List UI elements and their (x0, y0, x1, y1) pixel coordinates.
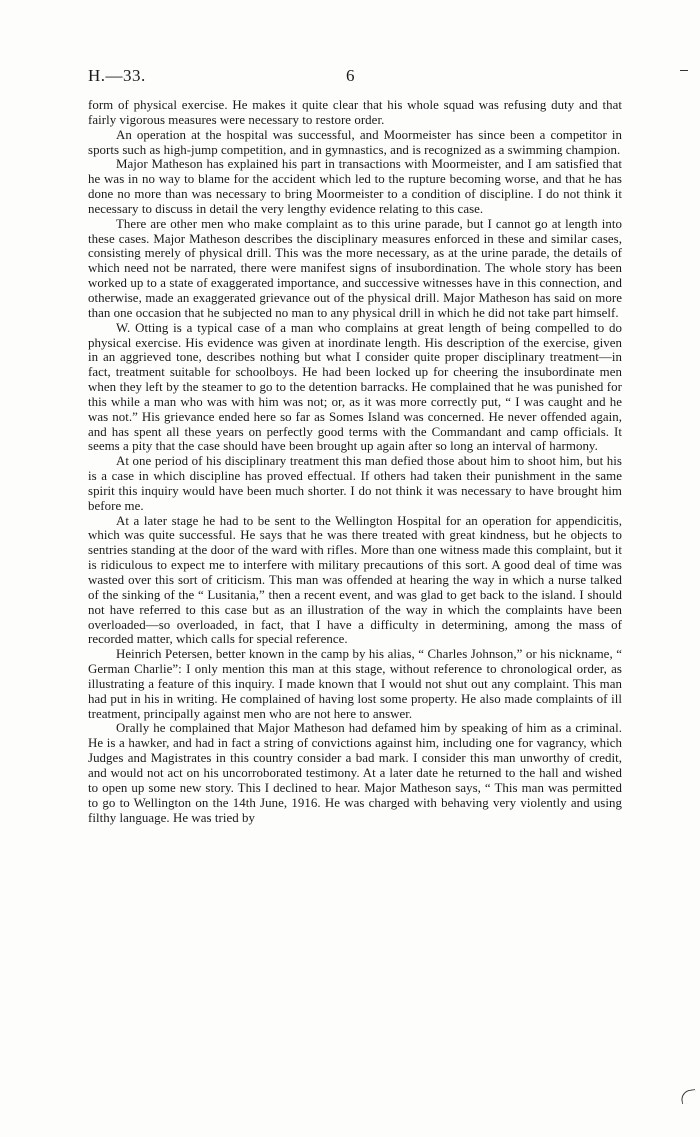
paragraph: Major Matheson has explained his part in transactions with Moormeister, and I am satisfied that he was in no way to blame for the accident which led to the rupture becoming worse, and that he has done no more than was necessary to bring Moormeister to a condition of discipline. I do not think it necessary to discuss in detail the very lengthy evidence relating to this case. (88, 157, 622, 216)
margin-mark (680, 70, 688, 71)
paragraph: An operation at the hospital was successful, and Moormeister has since been a competitor in sports such as high-jump competition, and in gymnastics, and is recognized as a swimming champion. (88, 127, 622, 157)
corner-scan-mark (680, 1089, 697, 1104)
paragraph: form of physical exercise. He makes it quite clear that his whole squad was refusing duty and that fairly vigorous measures were necessary to restore order. (88, 98, 622, 127)
page-header (88, 66, 618, 88)
paragraph: At one period of his disciplinary treatment this man defied those about him to shoot him, but his is a case in which discipline has proved effectual. If others had taken their punishment in the same spirit this inquiry would have been much shorter. I do not think it was necessary to have brought him before me. (88, 454, 622, 513)
document-reference: H.—33. (88, 66, 146, 85)
page-number: 6 (346, 66, 355, 85)
paragraph: At a later stage he had to be sent to the Wellington Hospital for an operation for appendicitis, which was quite successful. He says that he was there treated with great kindness, but he objects to sentries standing at the door of the ward with rifles. More than one witness made this complaint, but it is ridiculous to expect me to interfere with military precautions of this sort. A good deal of time was wasted over this sort of criticism. This man was offended at hearing the way in which a nurse talked of the sinking of the “ Lusitania,” then a recent event, and was glad to get back to the island. I should not have referred to this case but as an illustration of the way in which the complaints have been overloaded—so overloaded, in fact, that I have a difficulty in determining, among the mass of recorded matter, which calls for special reference. (88, 513, 622, 647)
paragraph: Orally he complained that Major Matheson had defamed him by speaking of him as a criminal. He is a hawker, and had in fact a string of convictions against him, including one for vagrancy, which Judges and Magistrates in this country consider a bad mark. I consider this man unworthy of credit, and would not act on his uncorroborated testimony. At a later date he returned to the hall and wished to open up some new story. This I declined to hear. Major Matheson says, “ This man was permitted to go to Wellington on the 14th June, 1916. He was charged with behaving very violently and using filthy language. He was tried by (88, 721, 622, 825)
paragraph: There are other men who make complaint as to this urine parade, but I cannot go at length into these cases. Major Matheson describes the disciplinary measures enforced in these and similar cases, consisting merely of physical drill. This was the more necessary, as at the urine parade, the details of which need not be narrated, there were manifest signs of insubordination. The whole story has been worked up to a state of exaggerated importance, and successive witnesses have in this connection, and otherwise, made an exaggerated grievance out of the physical drill. Major Matheson has said on more than one occasion that he subjected no man to any physical drill in which he did not take part himself. (88, 216, 622, 320)
body-text (88, 98, 622, 825)
paragraph: W. Otting is a typical case of a man who complains at great length of being compelled to do physical exercise. His evidence was given at inordinate length. His description of the exercise, given in an aggrieved tone, describes nothing but what I consider quite proper disciplinary treatment—in fact, treatment suitable for schoolboys. He had been locked up for cheering the insubordinate men when they left by the steamer to go to the detention barracks. He complained that he was punished for this while a man who was with him was not; or, as it was more correctly put, “ I was caught and he was not.” His grievance ended here so far as Somes Island was concerned. He never offended again, and has spent all these years on perfectly good terms with the Commandant and camp officials. It seems a pity that the case should have been brought up again after so long an interval of harmony. (88, 320, 622, 454)
paragraph: Heinrich Petersen, better known in the camp by his alias, “ Charles Johnson,” or his nickname, “ German Charlie”: I only mention this man at this stage, without reference to chronological order, as illustrating a feature of this inquiry. I made known that I would not shut out any complaint. This man had put in his in writing. He complained of having lost some property. He also made complaints of ill treatment, principally against men who are not here to answer. (88, 647, 622, 721)
